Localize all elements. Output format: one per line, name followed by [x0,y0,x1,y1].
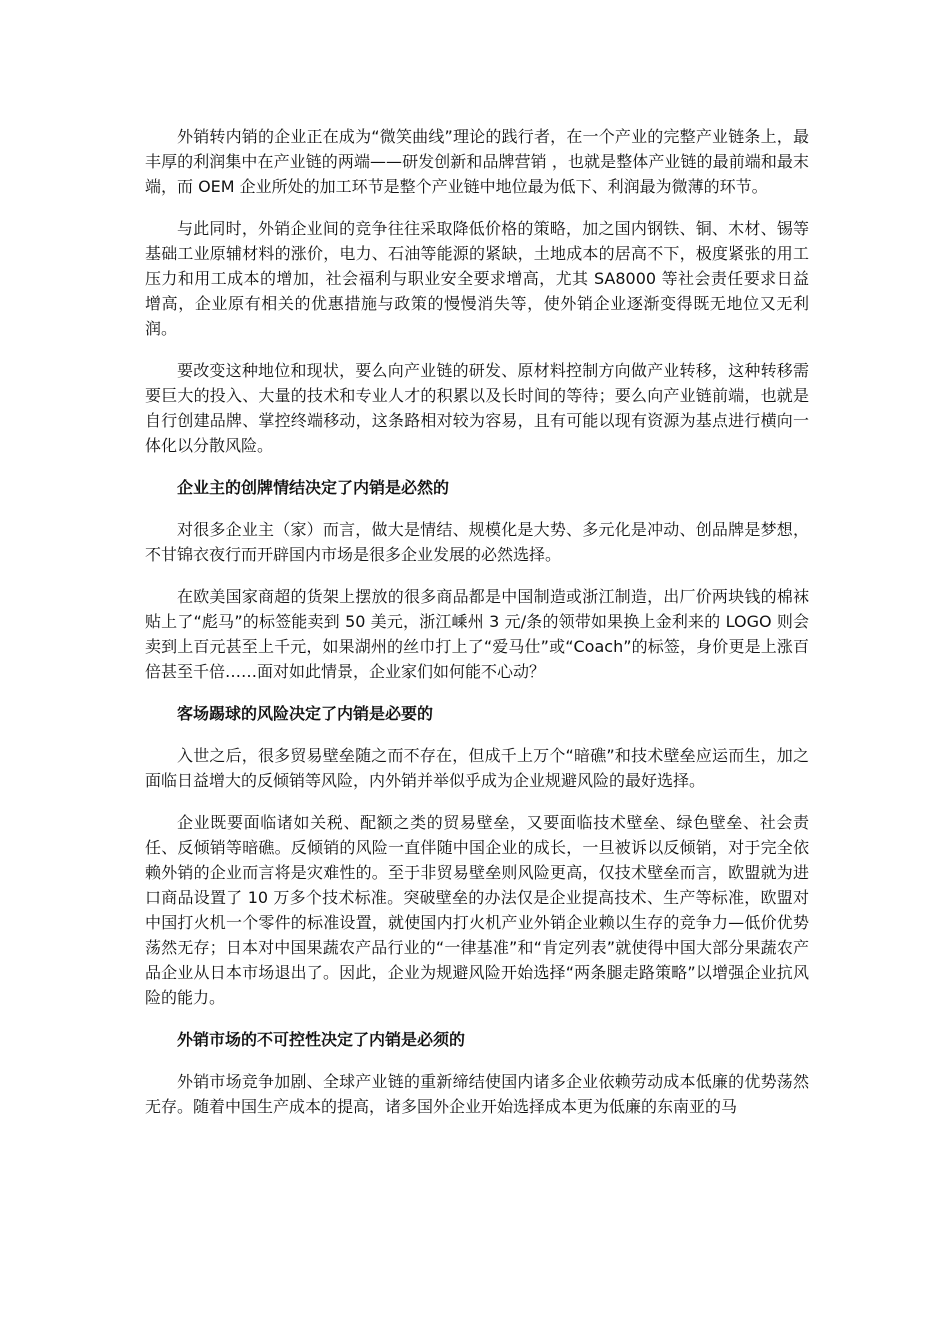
paragraph-anti-dumping: 企业既要面临诸如关税、配额之类的贸易壁垒，又要面临技术壁垒、绿色壁垒、社会责任、反倾销等暗礁。反倾销的风险一直伴随中国企业的成长，一旦被诉以反倾销，对于完全依赖外销的企业而言将是灾难性的。至于非贸易壁垒则风险更高，仅技术壁垒而言，欧盟就为进口商品设置了 10 万多个技术标准。突破壁垒的办法仅是企业提高技术、生产等标准，欧盟对中国打火机一个零件的标准设置，就使国内打火机产业外销企业赖以生存的竞争力—低价优势荡然无存；日本对中国果蔬农产品行业的“一律基准”和“肯定列表”就使得中国大部分果蔬农产品企业从日本市场退出了。因此，企业为规避风险开始选择“两条腿走路策略”以增强企业抗风险的能力。 [145,813,809,1007]
paragraph-brand-dream: 对很多企业主（家）而言，做大是情结、规模化是大势、多元化是冲动、创品牌是梦想，不甘锦衣夜行而开辟国内市场是很多企业发展的必然选择。 [145,520,809,564]
section-heading-uncontrollable: 外销市场的不可控性决定了内销是必须的 [177,1030,466,1049]
paragraph-price-competition: 与此同时，外销企业间的竞争往往采取降低价格的策略，加之国内钢铁、铜、木材、锡等基础工业原辅材料的涨价，电力、石油等能源的紧缺，土地成本的居高不下，极度紧张的用工压力和用工成本的增加，社会福利与职业安全要求增高，尤其 SA8000 等社会责任要求日益增高，企业原有相关的优惠措施与政策的慢慢消失等，使外销企业逐渐变得既无地位又无利润。 [145,219,809,338]
document-body [145,124,809,1119]
paragraph-smile-curve: 外销转内销的企业正在成为“微笑曲线”理论的践行者，在一个产业的完整产业链条上，最丰厚的利润集中在产业链的两端——研发创新和品牌营销 ，也就是整体产业链的最前端和最末端，而 OEM 企业所处的加工环节是整个产业链中地位最为低下、利润最为微薄的环节。 [145,127,809,196]
paragraph-brand-premium: 在欧美国家商超的货架上摆放的很多商品都是中国制造或浙江制造，出厂价两块钱的棉袜贴上了“彪马”的标签能卖到 50 美元，浙江嵊州 3 元/条的领带如果换上金利来的 LOGO 则会卖到上百元甚至上千元，如果湖州的丝巾打上了“爱马仕”或“Coach”的标签，身价更是上涨百倍甚至千倍……面对如此情景，企业家们如何能不心动？ [145,587,809,681]
section-heading-brand: 企业主的创牌情结决定了内销是必然的 [177,478,450,497]
paragraph-market-competition: 外销市场竞争加剧、全球产业链的重新缔结使国内诸多企业依赖劳动成本低廉的优势荡然无存。随着中国生产成本的提高，诸多国外企业开始选择成本更为低廉的东南亚的马 [145,1072,809,1116]
section-heading-risk: 客场踢球的风险决定了内销是必要的 [177,704,434,723]
paragraph-industry-shift: 要改变这种地位和现状，要么向产业链的研发、原材料控制方向做产业转移，这种转移需要巨大的投入、大量的技术和专业人才的积累以及长时间的等待；要么向产业链前端，也就是自行创建品牌、掌控终端移动，这条路相对较为容易，且有可能以现有资源为基点进行横向一体化以分散风险。 [145,361,809,455]
paragraph-trade-barriers: 入世之后，很多贸易壁垒随之而不存在，但成千上万个“暗礁”和技术壁垒应运而生，加之面临日益增大的反倾销等风险，内外销并举似乎成为企业规避风险的最好选择。 [145,746,809,790]
